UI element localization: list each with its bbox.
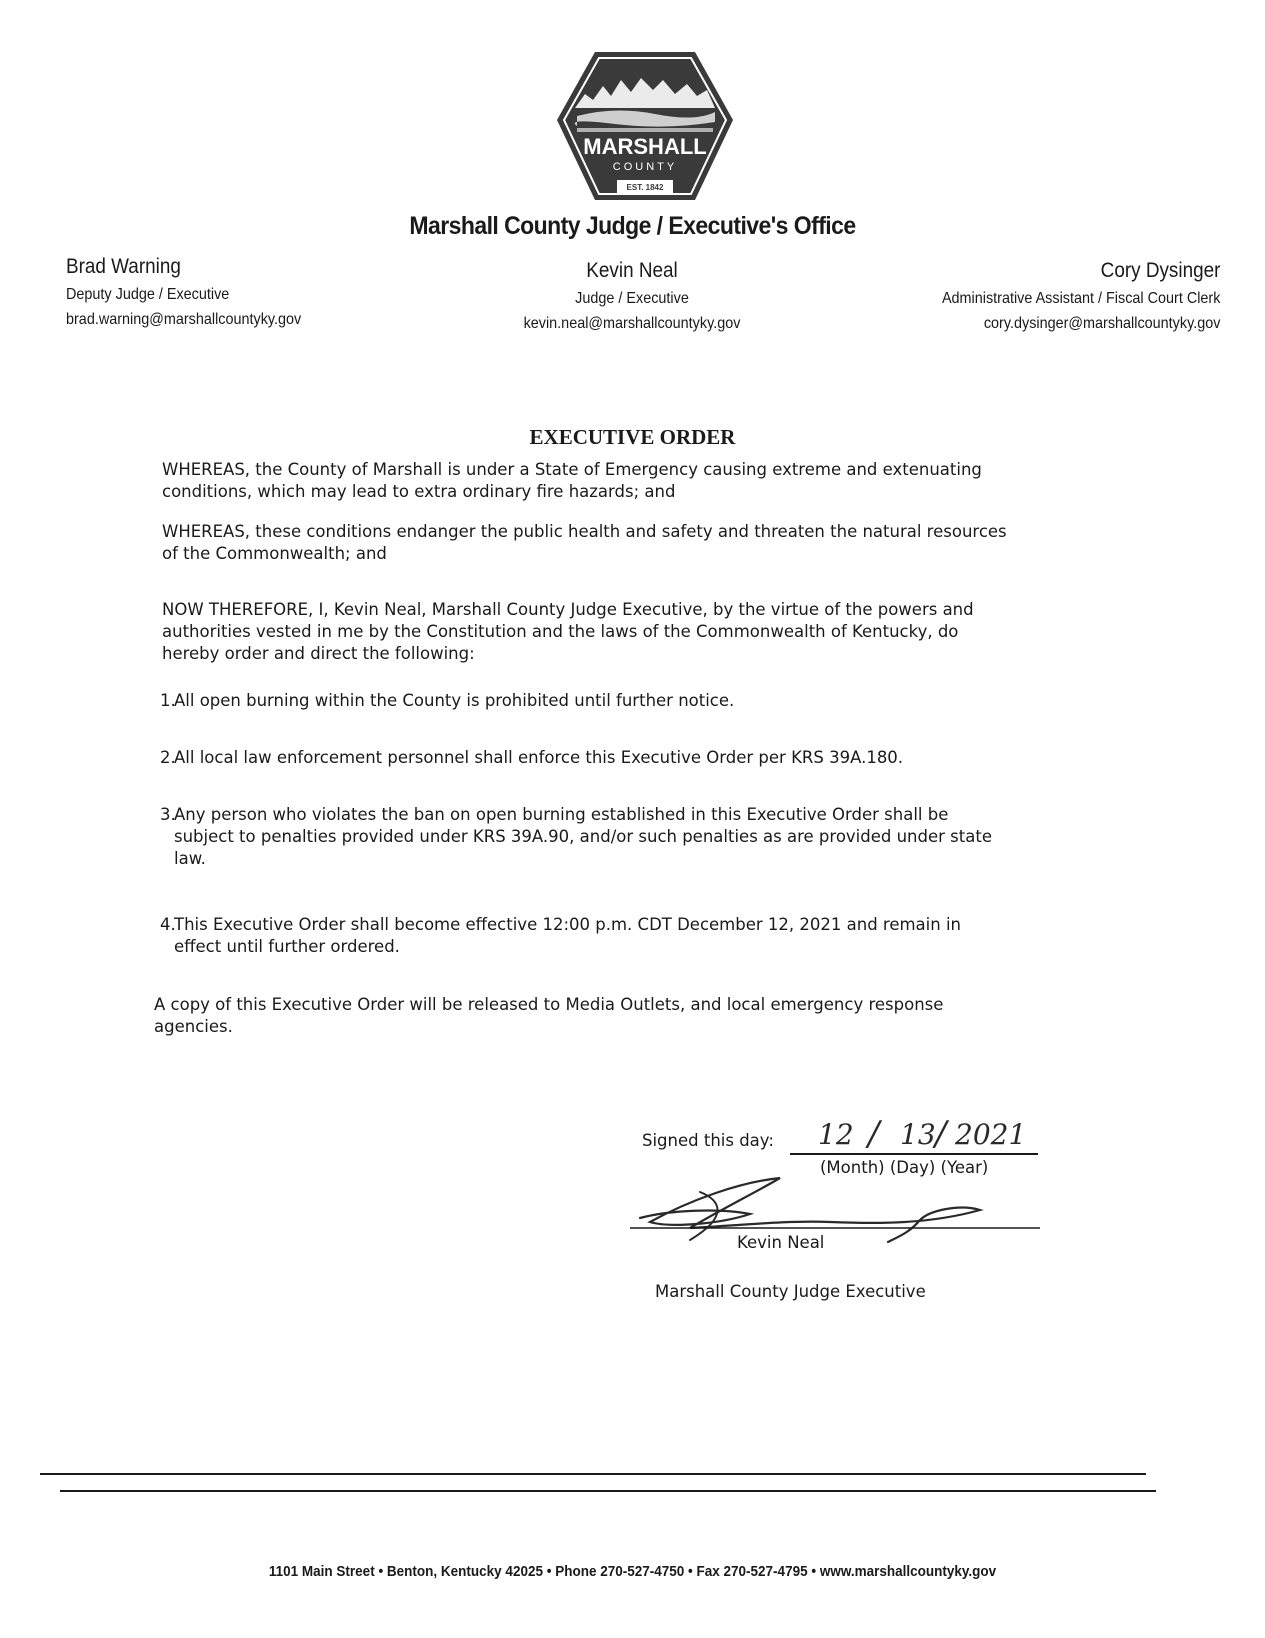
text-line: WHEREAS, the County of Marshall is under a State of Emergency causing extreme and extenuating bbox=[162, 460, 982, 479]
date-day: 13 bbox=[900, 1118, 936, 1151]
footer-rule-bottom bbox=[60, 1490, 1156, 1492]
staff-email[interactable]: brad.warning@marshallcountyky.gov bbox=[66, 311, 302, 328]
logo-sub: COUNTY bbox=[612, 161, 678, 173]
staff-center bbox=[452, 256, 812, 336]
text-line: All open burning within the County is prohibited until further notice. bbox=[174, 691, 735, 710]
text-line: WHEREAS, these conditions endanger the public health and safety and threaten the natural resources bbox=[162, 522, 1007, 541]
logo-est: EST. 1842 bbox=[626, 183, 664, 192]
logo-name: MARSHALL bbox=[583, 134, 707, 159]
item-number: 3. bbox=[160, 805, 176, 824]
whereas-paragraph-1 bbox=[162, 459, 982, 503]
order-title: EXECUTIVE ORDER bbox=[529, 425, 736, 449]
text-line: effect until further ordered. bbox=[174, 937, 400, 956]
text-line: hereby order and direct the following: bbox=[162, 644, 475, 663]
text-line: conditions, which may lead to extra ordinary fire hazards; and bbox=[162, 482, 676, 501]
item-number: 4. bbox=[160, 915, 176, 934]
text-line: All local law enforcement personnel shall enforce this Executive Order per KRS 39A.180. bbox=[174, 748, 904, 767]
date-month: 12 bbox=[818, 1118, 854, 1151]
staff-role: Deputy Judge / Executive bbox=[66, 286, 230, 303]
staff-name: Cory Dysinger bbox=[1100, 259, 1220, 282]
text-line: NOW THEREFORE, I, Kevin Neal, Marshall County Judge Executive, by the virtue of the powers and bbox=[162, 600, 974, 619]
staff-role: Judge / Executive bbox=[575, 290, 689, 307]
text-line: Any person who violates the ban on open burning established in this Executive Order shall be bbox=[174, 805, 949, 824]
order-item-4 bbox=[160, 914, 961, 958]
date-underline bbox=[790, 1153, 1038, 1155]
closing-paragraph bbox=[154, 994, 943, 1038]
text-line: subject to penalties provided under KRS 39A.90, and/or such penalties as are provided under state bbox=[174, 827, 992, 846]
county-logo bbox=[555, 50, 735, 202]
staff-role: Administrative Assistant / Fiscal Court Clerk bbox=[941, 290, 1220, 307]
signer-title: Marshall County Judge Executive bbox=[655, 1282, 926, 1301]
text-line: This Executive Order shall become effective 12:00 p.m. CDT December 12, 2021 and remain in bbox=[174, 915, 961, 934]
date-year: 2021 bbox=[955, 1118, 1027, 1151]
now-therefore-paragraph bbox=[162, 599, 974, 665]
text-line: agencies. bbox=[154, 1017, 233, 1036]
whereas-paragraph-2 bbox=[162, 521, 1007, 565]
county-seal-icon bbox=[555, 50, 735, 202]
signer-name: Kevin Neal bbox=[737, 1233, 825, 1252]
order-item-1 bbox=[160, 690, 734, 712]
footer-rule-top bbox=[40, 1473, 1146, 1475]
staff-right bbox=[942, 256, 1220, 336]
office-title: Marshall County Judge / Executive's Office bbox=[409, 212, 856, 240]
item-number: 1. bbox=[160, 691, 176, 710]
staff-name: Brad Warning bbox=[66, 255, 181, 278]
item-number: 2. bbox=[160, 748, 176, 767]
staff-email[interactable]: cory.dysinger@marshallcountyky.gov bbox=[983, 315, 1220, 332]
text-line: law. bbox=[174, 849, 206, 868]
text-line: of the Commonwealth; and bbox=[162, 544, 387, 563]
handwritten-signature bbox=[630, 1170, 1040, 1250]
staff-name: Kevin Neal bbox=[586, 259, 678, 282]
signed-label: Signed this day: bbox=[642, 1131, 774, 1150]
date-slash-1: / bbox=[868, 1114, 880, 1154]
text-line: authorities vested in me by the Constitution and the laws of the Commonwealth of Kentucky, do bbox=[162, 622, 959, 641]
date-slash-2: / bbox=[935, 1114, 947, 1154]
text-line: A copy of this Executive Order will be released to Media Outlets, and local emergency response bbox=[154, 995, 944, 1014]
staff-email[interactable]: kevin.neal@marshallcountyky.gov bbox=[523, 315, 741, 332]
order-item-2 bbox=[160, 747, 903, 769]
footer-address: 1101 Main Street • Benton, Kentucky 42025 • Phone 270-527-4750 • Fax 270-527-4795 • www.marshallcountyky.gov bbox=[268, 1563, 997, 1580]
order-item-3 bbox=[160, 804, 992, 870]
staff-left bbox=[66, 252, 301, 332]
date-caption: (Month) (Day) (Year) bbox=[820, 1158, 989, 1177]
